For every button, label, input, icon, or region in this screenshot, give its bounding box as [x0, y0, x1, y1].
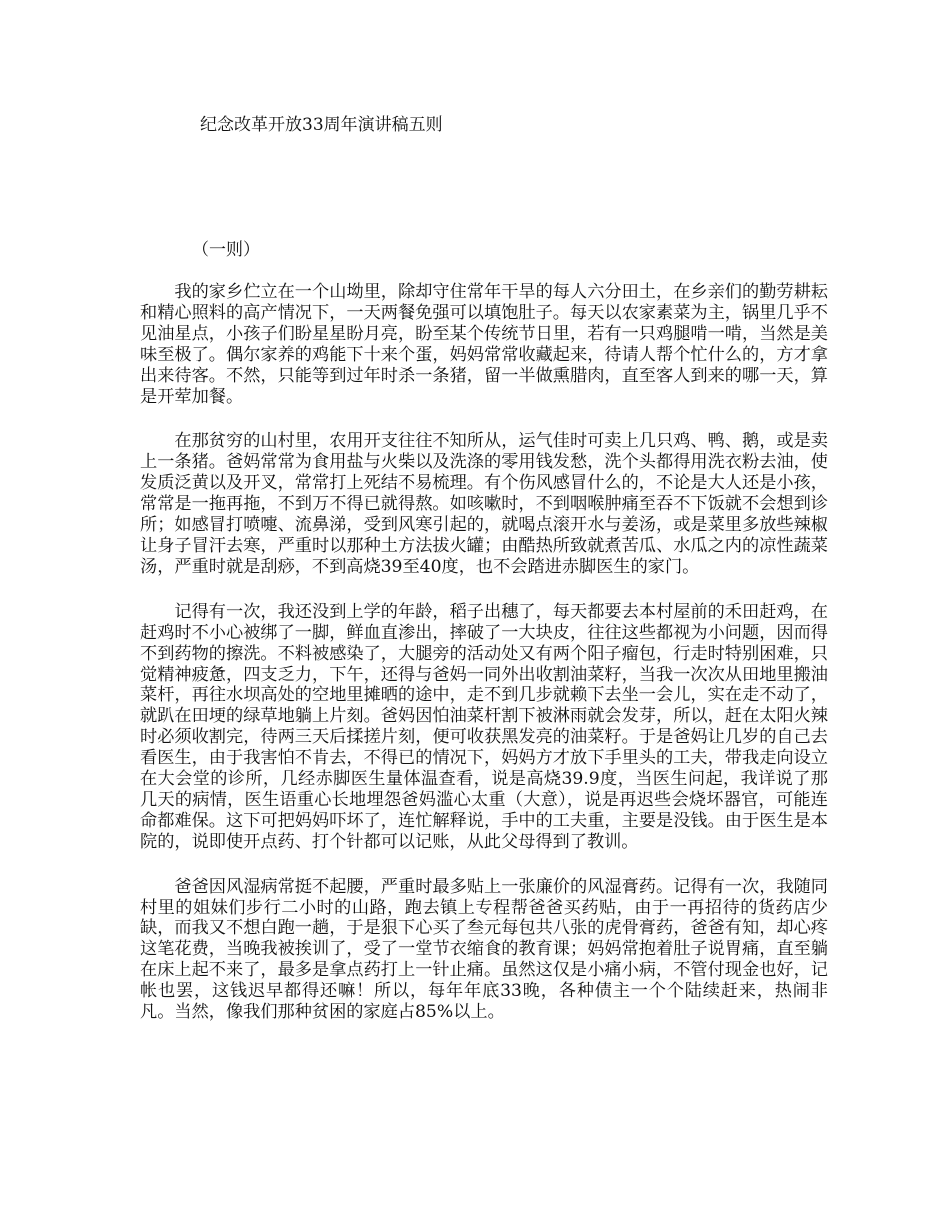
- paragraph-2: 在那贫穷的山村里，农用开支往往不知所从，运气佳时可卖上几只鸡、鸭、鹅，或是卖上一条猪。爸妈常常为食用盐与火柴以及洗涤的零用钱发愁，洗个头都得用洗衣粉去油，使发质泛黄以及开叉，常常打上死结不易梳理。有个伤风感冒什么的，不论是大人还是小孩，常常是一拖再拖，不到万不得已就得熬。如咳嗽时，不到咽喉肿痛至吞不下饭就不会想到诊所；如感冒打喷嚏、流鼻涕，受到风寒引起的，就喝点滚开水与姜汤，或是菜里多放些辣椒让身子冒汗去寒，严重时以那种土方法拔火罐；由酷热所致就煮苦瓜、水瓜之内的凉性蔬菜汤，严重时就是刮痧，不到高烧39至40度，也不会踏进赤脚医生的家门。: [140, 431, 828, 577]
- document-title: 纪念改革开放33周年演讲稿五则: [200, 115, 443, 135]
- paragraph-1: 我的家乡伫立在一个山坳里，除却守住常年干旱的每人六分田土，在乡亲们的勤劳耕耘和精心照料的高产情况下，一天两餐免强可以填饱肚子。每天以农家素菜为主，锅里几乎不见油星点，小孩子们盼星星盼月亮，盼至某个传统节日里，若有一只鸡腿啃一啃，当然是美味至极了。偶尔家养的鸡能下十来个蛋，妈妈常常收藏起来，待请人帮个忙什么的，方才拿出来待客。不然，只能等到过年时杀一条猪，留一半做熏腊肉，直至客人到来的哪一天，算是开荤加餐。: [140, 282, 828, 407]
- document-body: [140, 282, 828, 1047]
- section-label: （一则）: [192, 240, 260, 260]
- paragraph-4: 爸爸因风湿病常挺不起腰，严重时最多贴上一张廉价的风湿膏药。记得有一次，我随同村里的姐妹们步行二小时的山路，跑去镇上专程帮爸爸买药贴，由于一再招待的货药店少缺，而我又不想白跑一趟，于是狠下心买了叁元每包共八张的虎骨膏药，爸爸有知，却心疼这笔花费，当晚我被挨训了，受了一堂节衣缩食的教育课；妈妈常抱着肚子说胃痛，直至躺在床上起不来了，最多是拿点药打上一针止痛。虽然这仅是小痛小病，不管付现金也好，记帐也罢，这钱迟早都得还嘛！所以，每年年底33晚，各种债主一个个陆续赶来，热闹非凡。当然，像我们那种贫困的家庭占85%以上。: [140, 876, 828, 1023]
- paragraph-3: 记得有一次，我还没到上学的年龄，稻子出穗了，每天都要去本村屋前的禾田赶鸡，在赶鸡时不小心被绑了一脚，鲜血直渗出，摔破了一大块皮，往往这些都视为小问题，因而得不到药物的擦洗。不料被感染了，大腿旁的活动处又有两个阳子瘤包，行走时特别困难，只觉精神疲惫，四支乏力，下午，还得与爸妈一同外出收割油菜籽，当我一次次从田地里搬油菜杆，再往水坝高处的空地里摊晒的途中，走不到几步就赖下去坐一会儿，实在走不动了，就趴在田埂的绿草地躺上片刻。爸妈因怕油菜杆割下被淋雨就会发芽，所以，赶在太阳火辣时必须收割完，待两三天后揉搓片刻，便可收获黑发亮的油菜籽。于是爸妈让几岁的自己去看医生，由于我害怕不肯去，不得已的情况下，妈妈方才放下手里头的工夫，带我走向设立在大会堂的诊所，几经赤脚医生量体温查看，说是高烧39.9度，当医生问起，我详说了那几天的病情，医生语重心长地埋怨爸妈滥心太重（大意），说是再迟些会烧坏器官，可能连命都难保。这下可把妈妈吓坏了，连忙解释说，手中的工夫重，主要是没钱。由于医生是本院的，说即使开点药、打个针都可以记账，从此父母得到了教训。: [140, 601, 828, 852]
